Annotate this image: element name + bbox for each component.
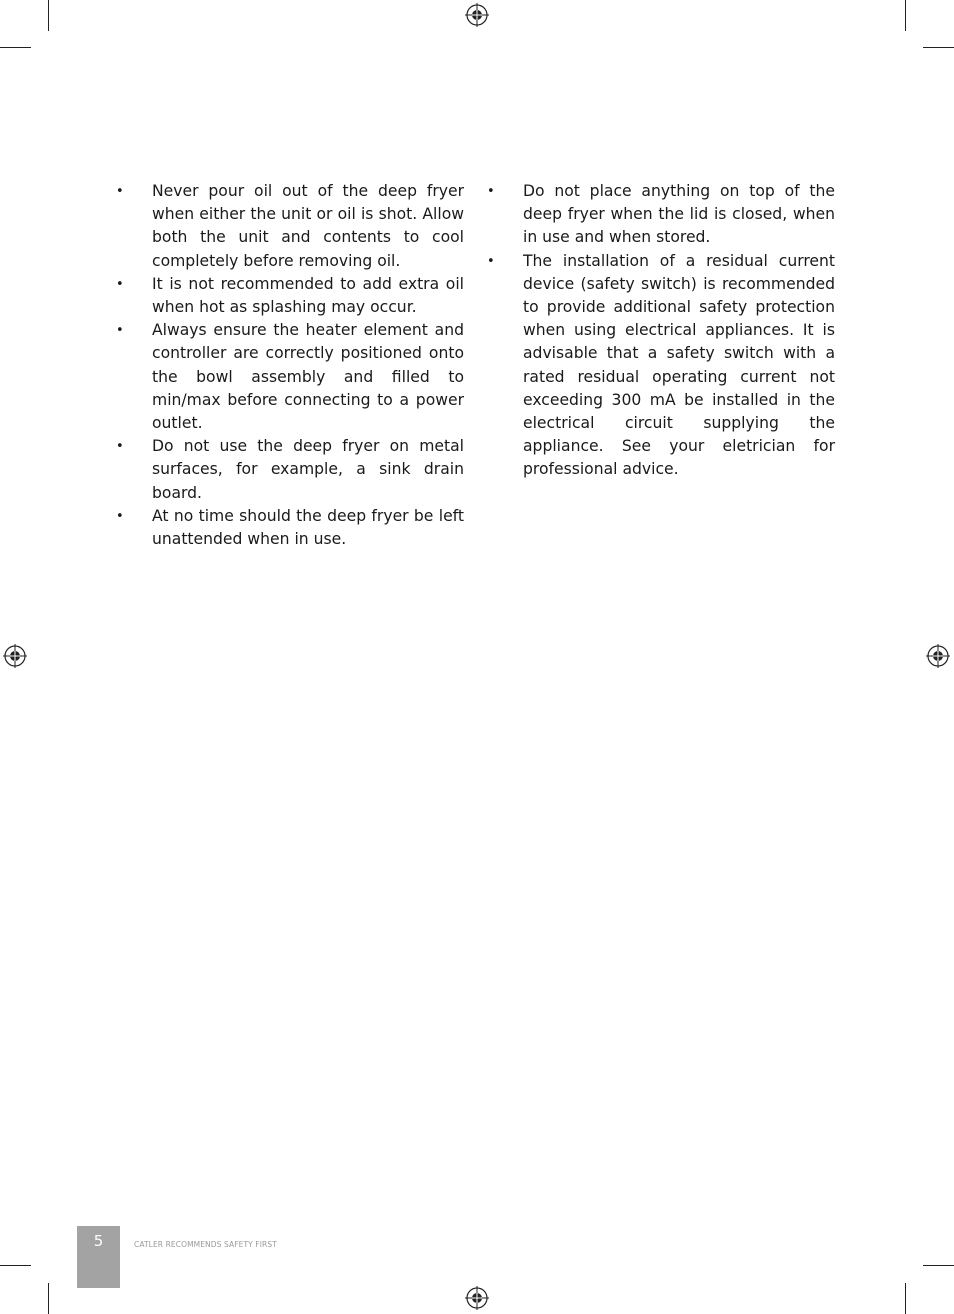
list-item-text: It is not recommended to add extra oil when hot as splashing may occur.: [152, 274, 464, 317]
safety-list-left: [116, 180, 464, 551]
registration-mark-icon: [2, 643, 28, 669]
bullet-icon: •: [116, 184, 124, 199]
page-number: 5: [93, 1232, 104, 1250]
crop-mark-top-right-horizontal: [923, 47, 954, 48]
bullet-icon: •: [116, 439, 124, 455]
list-item: [116, 273, 464, 319]
safety-list-right: [487, 180, 835, 482]
crop-mark-top-right: [905, 0, 906, 31]
crop-mark-bottom-right: [905, 1283, 906, 1314]
crop-mark-bottom-left-horizontal: [0, 1265, 31, 1266]
list-item: [116, 505, 464, 551]
list-item-text: Do not place anything on top of the deep fryer when the lid is closed, when in use and when stored.: [523, 182, 835, 247]
list-item-text: Do not use the deep fryer on metal surfaces, for example, a sink drain board.: [152, 437, 464, 502]
list-item: [116, 180, 464, 273]
registration-mark-icon: [925, 643, 951, 669]
bullet-icon: •: [116, 508, 124, 524]
registration-mark-icon: [464, 1285, 490, 1311]
page-number-tab: [77, 1226, 120, 1288]
list-item-text: Always ensure the heater element and controller are correctly positioned onto the bowl assembly and filled to min/max before connecting to a power outlet.: [152, 321, 464, 433]
bullet-icon: •: [116, 323, 124, 339]
list-item: [116, 435, 464, 505]
list-item-text: At no time should the deep fryer be left unattended when in use.: [152, 506, 464, 549]
bullet-icon: •: [487, 184, 495, 199]
footer-tagline: CATLER RECOMMENDS SAFETY FIRST: [134, 1240, 277, 1249]
list-item: [487, 180, 835, 250]
left-column: [116, 180, 464, 551]
bullet-icon: •: [487, 253, 495, 269]
bullet-icon: •: [116, 276, 124, 292]
crop-mark-bottom-right-horizontal: [923, 1265, 954, 1266]
crop-mark-top-left-horizontal: [0, 47, 31, 48]
list-item-text: Never pour oil out of the deep fryer when either the unit or oil is shot. Allow both the unit and contents to cool completely before removing oil.: [152, 182, 464, 270]
crop-mark-bottom-left: [48, 1283, 49, 1314]
crop-mark-top-left: [48, 0, 49, 31]
right-column: [487, 180, 835, 482]
list-item-text: The installation of a residual current device (safety switch) is recommended to provide additional safety protection when using electrical appliances. It is advisable that a safety switch with a rated residual operating current not exceeding 300 mA be installed in the electrical circuit supplying the appliance. See your eletrician for professional advice.: [523, 251, 835, 479]
list-item: [116, 319, 464, 435]
list-item: [487, 250, 835, 482]
registration-mark-icon: [464, 2, 490, 28]
